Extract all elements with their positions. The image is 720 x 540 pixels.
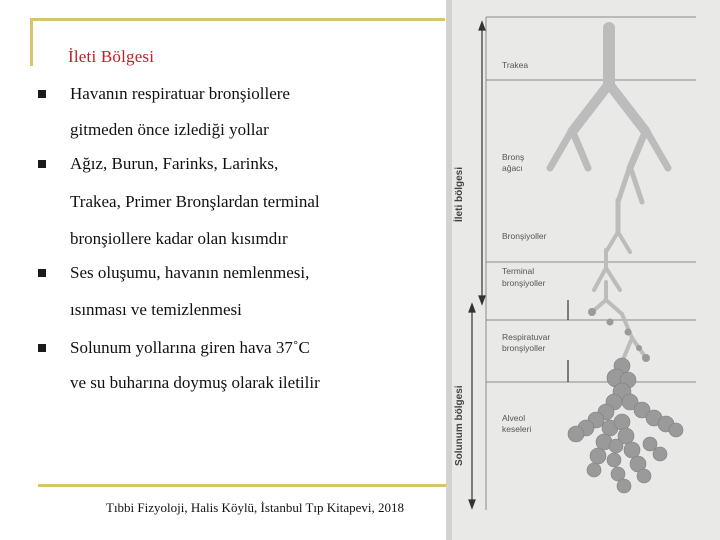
terminal-bronchioles-label-2: bronşiyoller (502, 278, 546, 288)
bullet-1-line-2: gitmeden önce izlediği yollar (70, 120, 269, 139)
alveolus (607, 319, 614, 326)
bullet-2-line-1: Ağız, Burun, Farinks, Larinks, (70, 154, 279, 173)
terminal-bronchioles-label-1: Terminal (502, 266, 535, 276)
alveolus (607, 453, 621, 467)
bullet-4-line-2: ve su buharına doymuş olarak iletilir (70, 373, 320, 392)
bullet-square-icon (38, 269, 46, 277)
respiratory-bronchioles-label-2: bronşiyoller (502, 343, 546, 353)
bullet-square-icon (38, 90, 46, 98)
figure-background (446, 0, 720, 540)
alveolus (588, 308, 596, 316)
alveolus (625, 329, 632, 336)
figure-page-edge (446, 0, 452, 540)
alveolus (587, 463, 601, 477)
bullet-2-line-2: Trakea, Primer Bronşlardan terminal (70, 192, 320, 211)
trachea-label: Trakea (502, 60, 529, 70)
bullet-2-line-3: bronşiollere kadar olan kısımdır (70, 229, 288, 248)
citation: Tıbbi Fizyoloji, Halis Köylü, İstanbul Tıp Kitapevi, 2018 (106, 500, 405, 515)
alveolus (609, 439, 623, 453)
bullet-square-icon (38, 160, 46, 168)
respiratory-bronchioles-label-1: Respiratuvar (502, 332, 551, 342)
alveolus (617, 479, 631, 493)
alveolus (669, 423, 683, 437)
alveolus (636, 345, 642, 351)
conducting-zone-label: İleti bölgesi (454, 166, 465, 222)
airway-diagram (446, 0, 720, 540)
alveolus (624, 442, 640, 458)
bullet-square-icon (38, 344, 46, 352)
bullet-3-line-2: ısınması ve temizlenmesi (70, 300, 242, 319)
slide-title: İleti Bölgesi (68, 47, 155, 66)
bronchioles-label: Bronşiyoller (502, 231, 547, 241)
alveolus (614, 414, 630, 430)
alveolus (637, 469, 651, 483)
alveolus (590, 448, 606, 464)
respiratory-zone-label: Solunum bölgesi (454, 385, 465, 466)
alveolus (653, 447, 667, 461)
bronchial-tree-label-1: Bronş (502, 152, 525, 162)
bullet-4-line-1: Solunum yollarına giren hava 37˚C (70, 338, 310, 357)
bullet-3-line-1: Ses oluşumu, havanın nemlenmesi, (70, 263, 310, 282)
alveolus (568, 426, 584, 442)
alveolus (642, 354, 650, 362)
airway-diagram-svg (446, 0, 720, 540)
bronchial-tree-label-2: ağacı (502, 163, 523, 173)
alveolar-sacs-label-2: keseleri (502, 424, 532, 434)
alveolar-sacs-label-1: Alveol (502, 413, 526, 423)
bullet-1-line-1: Havanın respiratuar bronşiollere (70, 84, 290, 103)
